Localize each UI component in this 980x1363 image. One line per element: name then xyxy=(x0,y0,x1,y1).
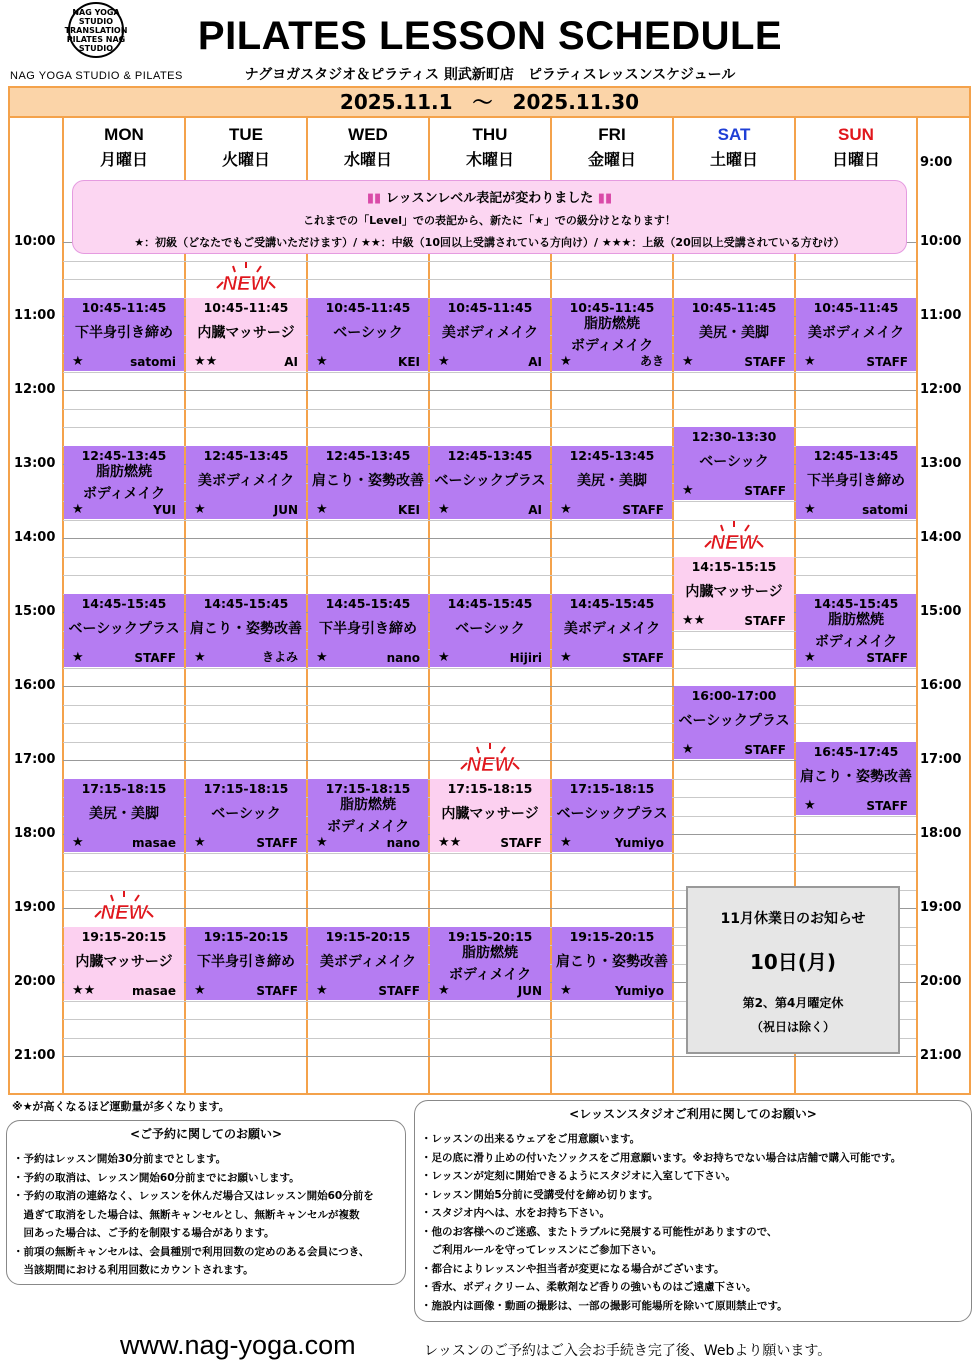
lesson-name: 内臓マッサージ xyxy=(75,954,173,970)
grid-row-line xyxy=(63,520,916,521)
reservation-item: 回あった場合は、ご予約を制限する場合があります。 xyxy=(13,1227,275,1239)
reservation-item: 当該期間における利用回数にカウントされます。 xyxy=(13,1264,254,1276)
grid-row-line xyxy=(63,871,916,872)
lesson-name: 美ボディメイク xyxy=(319,954,417,970)
lesson-level: ★ xyxy=(194,650,206,665)
lesson-instructor: satomi xyxy=(130,355,176,369)
lesson-time: 10:45-11:45 xyxy=(81,300,167,315)
lesson-name: ベーシック xyxy=(455,621,525,637)
lesson-block[interactable] xyxy=(308,927,428,1001)
notice-heading: レッスンレベル表記が変わりました xyxy=(385,191,594,206)
lesson-block[interactable] xyxy=(796,594,916,668)
lesson-name: 美ボディメイク xyxy=(197,473,295,489)
lesson-name: 肩こり・姿勢改善 xyxy=(190,621,302,637)
grid-row-line xyxy=(63,279,916,280)
logo-line: NAG YOGA STUDIO xyxy=(72,7,120,26)
lesson-time: 17:15-18:15 xyxy=(325,781,411,796)
lesson-instructor: AI xyxy=(528,355,542,369)
lesson-level: ★ xyxy=(804,502,816,517)
lesson-level: ★ xyxy=(316,354,328,369)
reservation-list xyxy=(7,1150,405,1280)
lesson-instructor: STAFF xyxy=(866,651,908,665)
lesson-instructor: AI xyxy=(284,355,298,369)
lesson-block[interactable] xyxy=(64,779,184,853)
lesson-level: ★ xyxy=(560,354,572,369)
lesson-block[interactable] xyxy=(674,427,794,501)
studio-item: ・他のお客様へのご迷惑、またトラブルに発展する可能性がありますので、 xyxy=(421,1225,778,1238)
lesson-block[interactable] xyxy=(186,594,306,668)
time-label-right: 20:00 xyxy=(920,974,962,989)
lesson-instructor: STAFF xyxy=(744,355,786,369)
lesson-instructor: YUI xyxy=(153,503,176,517)
lesson-time: 14:45-15:45 xyxy=(325,596,411,611)
lesson-instructor: Yumiyo xyxy=(614,984,664,998)
lesson-time: 10:45-11:45 xyxy=(813,300,899,315)
day-header-fri xyxy=(552,122,672,172)
lesson-level: ★ xyxy=(682,354,694,369)
lesson-block[interactable] xyxy=(674,557,794,631)
lesson-instructor: あき xyxy=(639,354,664,368)
notice-levels: ★：初級（どなたでもご受講いただけます）/ ★★：中級（10回以上受講されている方向け）/ ★★★：上級（20回以上受講されている方むけ） xyxy=(134,236,845,249)
date-range: 2025.11.1 ～ 2025.11.30 xyxy=(8,86,971,118)
day-name-jp: 火曜日 xyxy=(221,150,270,169)
lesson-time: 14:15-15:15 xyxy=(691,559,777,574)
day-name-en: WED xyxy=(348,125,388,144)
lesson-instructor: KEI xyxy=(398,355,420,369)
lesson-time: 19:15-20:15 xyxy=(569,929,655,944)
time-label-left: 21:00 xyxy=(14,1048,56,1063)
lesson-name: 美ボディメイク xyxy=(441,325,539,341)
time-label-right: 21:00 xyxy=(920,1048,962,1063)
studio-panel xyxy=(414,1100,972,1322)
time-label-left: 10:00 xyxy=(14,234,56,249)
lesson-name: 下半身引き締め xyxy=(197,954,295,970)
website-note: レッスンのご予約はご入会お手続き完了後、Webより願います。 xyxy=(424,1343,832,1359)
lesson-instructor: STAFF xyxy=(744,743,786,757)
lesson-time: 16:00-17:00 xyxy=(691,688,777,703)
lesson-instructor: Hijiri xyxy=(509,651,542,665)
time-label-right: 15:00 xyxy=(920,604,962,619)
new-badge-icon xyxy=(211,260,281,294)
day-name-jp: 金曜日 xyxy=(587,150,636,169)
lesson-instructor: JUN xyxy=(517,984,542,998)
lesson-time: 12:45-13:45 xyxy=(203,448,289,463)
lesson-level: ★ xyxy=(804,650,816,665)
lesson-level: ★ xyxy=(72,650,84,665)
notice-text: これまでの「Level」での表記から、新たに「★」での級分けとなります！ xyxy=(303,214,676,227)
lesson-block[interactable] xyxy=(674,298,794,372)
lesson-name: 脂肪燃焼 ボディメイク xyxy=(448,945,532,983)
time-label-left: 14:00 xyxy=(14,530,56,545)
lesson-instructor: nano xyxy=(386,651,420,665)
lesson-block[interactable] xyxy=(64,594,184,668)
time-label-right: 19:00 xyxy=(920,900,962,915)
lesson-instructor: STAFF xyxy=(500,836,542,850)
holiday-date: 10日(月) xyxy=(749,950,837,974)
lesson-level: ★ xyxy=(72,835,84,850)
lesson-name: 下半身引き締め xyxy=(807,473,905,489)
lesson-level: ★ xyxy=(804,354,816,369)
lesson-block[interactable] xyxy=(552,779,672,853)
lesson-block[interactable] xyxy=(430,779,550,853)
lesson-block[interactable] xyxy=(430,594,550,668)
time-label-left: 16:00 xyxy=(14,678,56,693)
lesson-block[interactable] xyxy=(308,779,428,853)
lesson-time: 10:45-11:45 xyxy=(447,300,533,315)
lesson-level: ★ xyxy=(560,835,572,850)
time-label-right: 13:00 xyxy=(920,456,962,471)
lesson-name: 美ボディメイク xyxy=(563,621,661,637)
lesson-instructor: masae xyxy=(132,984,176,998)
time-label-right: 14:00 xyxy=(920,530,962,545)
lesson-instructor: JUN xyxy=(273,503,298,517)
reservation-item: ・予約の取消は、レッスン開始60分前までにお願いします。 xyxy=(13,1171,300,1184)
dumbbell-icon: ▮▮ xyxy=(366,191,382,206)
time-label-right: 11:00 xyxy=(920,308,962,323)
lesson-block[interactable] xyxy=(186,298,306,372)
day-header-tue xyxy=(186,122,306,172)
lesson-instructor: STAFF xyxy=(866,355,908,369)
lesson-block[interactable] xyxy=(796,446,916,520)
lesson-block[interactable] xyxy=(64,927,184,1001)
lesson-instructor: きよみ xyxy=(261,650,298,664)
studio-item: ご利用ルールを守ってレッスンにご参加下さい。 xyxy=(421,1244,663,1256)
lesson-name: 美ボディメイク xyxy=(807,325,905,341)
lesson-block[interactable] xyxy=(552,927,672,1001)
reservation-panel xyxy=(6,1120,406,1285)
lesson-name: 脂肪燃焼 ボディメイク xyxy=(326,797,410,835)
lesson-time: 17:15-18:15 xyxy=(81,781,167,796)
lesson-name: 肩こり・姿勢改善 xyxy=(800,769,912,785)
lesson-block[interactable] xyxy=(430,446,550,520)
svg-text:NEW: NEW xyxy=(466,754,514,775)
lesson-time: 16:45-17:45 xyxy=(813,744,899,759)
lesson-level: ★ xyxy=(438,983,450,998)
day-header-sat xyxy=(674,122,794,172)
lesson-level: ★ xyxy=(438,354,450,369)
lesson-time: 12:45-13:45 xyxy=(569,448,655,463)
website-url[interactable]: www.nag-yoga.com xyxy=(120,1330,356,1360)
page-title: PILATES LESSON SCHEDULE xyxy=(197,14,783,58)
lesson-level: ★ xyxy=(194,835,206,850)
lesson-time: 19:15-20:15 xyxy=(203,929,289,944)
lesson-name: ベーシック xyxy=(333,325,403,341)
studio-logo xyxy=(64,2,128,58)
logo-line: PILATES NAG STUDIO xyxy=(66,34,126,53)
lesson-block[interactable] xyxy=(308,298,428,372)
day-name-en: SAT xyxy=(717,125,751,144)
svg-text:NEW: NEW xyxy=(100,902,148,923)
studio-item: ・都合によりレッスンや担当者が変更になる場合がございます。 xyxy=(421,1262,725,1275)
day-header-wed xyxy=(308,122,428,172)
reservation-item: ・予約はレッスン開始30分前までとします。 xyxy=(13,1153,227,1165)
lesson-block[interactable] xyxy=(796,742,916,816)
lesson-name: ベーシックプラス xyxy=(556,806,668,822)
day-name-en: SUN xyxy=(838,125,874,144)
lesson-block[interactable] xyxy=(186,779,306,853)
time-label-right: 9:00 xyxy=(920,155,953,170)
lesson-name: 肩こり・姿勢改善 xyxy=(312,473,424,489)
lesson-instructor: masae xyxy=(132,836,176,850)
studio-item: ・スタジオ内へは、水をお持ち下さい。 xyxy=(421,1207,610,1219)
lesson-instructor: STAFF xyxy=(744,614,786,628)
time-label-right: 16:00 xyxy=(920,678,962,693)
lesson-level: ★★ xyxy=(682,613,706,628)
studio-item: ・施設内は画像・動画の撮影は、一部の撮影可能場所を除いて原則禁止です。 xyxy=(421,1299,788,1312)
lesson-instructor: STAFF xyxy=(622,651,664,665)
lesson-name: ベーシックプラス xyxy=(434,473,546,489)
lesson-level: ★★ xyxy=(194,354,218,369)
lesson-name: 肩こり・姿勢改善 xyxy=(556,954,668,970)
time-label-left: 13:00 xyxy=(14,456,56,471)
lesson-level: ★ xyxy=(316,835,328,850)
reservation-item: ・予約の取消の連絡なく、レッスンを休んだ場合又はレッスン開始60分前を xyxy=(13,1190,374,1202)
level-notice xyxy=(72,180,907,254)
studio-item: ・レッスン開始5分前に受講受付を締め切ります。 xyxy=(421,1188,659,1201)
studio-item: ・レッスンの出来るウェアをご用意願います。 xyxy=(421,1133,641,1145)
lesson-block[interactable] xyxy=(186,446,306,520)
studio-item: ・足の底に滑り止めの付いたソックスをご用意願います。※お持ちでない場合は店舗で購入可能です。 xyxy=(421,1151,902,1164)
lesson-time: 17:15-18:15 xyxy=(569,781,655,796)
day-name-jp: 土曜日 xyxy=(709,150,758,169)
lesson-level: ★ xyxy=(316,502,328,517)
lesson-block[interactable] xyxy=(430,298,550,372)
lesson-instructor: STAFF xyxy=(256,836,298,850)
grid-row-line xyxy=(63,372,916,373)
lesson-instructor: nano xyxy=(386,836,420,850)
lesson-instructor: Yumiyo xyxy=(614,836,664,850)
lesson-name: 下半身引き締め xyxy=(319,621,417,637)
lesson-level: ★ xyxy=(804,798,816,813)
lesson-level: ★ xyxy=(316,983,328,998)
time-label-left: 15:00 xyxy=(14,604,56,619)
lesson-level: ★ xyxy=(194,983,206,998)
studio-list xyxy=(415,1130,971,1315)
lesson-block[interactable] xyxy=(308,446,428,520)
lesson-time: 17:15-18:15 xyxy=(203,781,289,796)
lesson-block[interactable] xyxy=(308,594,428,668)
lesson-block[interactable] xyxy=(186,927,306,1001)
time-label-right: 10:00 xyxy=(920,234,962,249)
lesson-level: ★ xyxy=(560,650,572,665)
lesson-name: 美尻・美脚 xyxy=(89,806,159,822)
lesson-block[interactable] xyxy=(552,298,672,372)
lesson-time: 14:45-15:45 xyxy=(203,596,289,611)
lesson-time: 12:45-13:45 xyxy=(81,448,167,463)
lesson-instructor: STAFF xyxy=(256,984,298,998)
day-name-jp: 月曜日 xyxy=(99,150,148,169)
reservation-heading: <ご予約に関してのお願い> xyxy=(129,1127,283,1141)
svg-text:NEW: NEW xyxy=(222,273,270,294)
day-name-en: MON xyxy=(104,125,144,144)
lesson-level: ★★ xyxy=(72,983,96,998)
lesson-instructor: STAFF xyxy=(378,984,420,998)
lesson-instructor: satomi xyxy=(862,503,908,517)
lesson-block[interactable] xyxy=(430,927,550,1001)
lesson-time: 10:45-11:45 xyxy=(325,300,411,315)
dumbbell-icon: ▮▮ xyxy=(597,191,613,206)
lesson-instructor: KEI xyxy=(398,503,420,517)
lesson-block[interactable] xyxy=(796,298,916,372)
lesson-time: 14:45-15:45 xyxy=(447,596,533,611)
lesson-level: ★★ xyxy=(438,835,462,850)
lesson-time: 14:45-15:45 xyxy=(813,596,899,611)
lesson-time: 12:45-13:45 xyxy=(447,448,533,463)
new-badge-icon xyxy=(89,889,159,923)
time-label-left: 20:00 xyxy=(14,974,56,989)
lesson-block[interactable] xyxy=(64,298,184,372)
lesson-level: ★ xyxy=(438,502,450,517)
lesson-time: 12:45-13:45 xyxy=(325,448,411,463)
time-label-left: 18:00 xyxy=(14,826,56,841)
grid-row-line xyxy=(63,390,916,391)
lesson-time: 10:45-11:45 xyxy=(569,300,655,315)
time-label-right: 17:00 xyxy=(920,752,962,767)
lesson-time: 12:30-13:30 xyxy=(691,429,777,444)
holiday-title: 11月休業日のお知らせ xyxy=(720,911,866,927)
new-badge-icon xyxy=(455,741,525,775)
lesson-level: ★ xyxy=(316,650,328,665)
day-name-en: TUE xyxy=(229,125,263,144)
lesson-name: ベーシック xyxy=(699,454,769,470)
lesson-name: 脂肪燃焼 ボディメイク xyxy=(814,612,898,650)
lesson-level: ★ xyxy=(194,502,206,517)
lesson-block[interactable] xyxy=(64,446,184,520)
grid-row-line xyxy=(63,538,916,539)
time-label-right: 18:00 xyxy=(920,826,962,841)
lesson-time: 12:45-13:45 xyxy=(813,448,899,463)
lesson-instructor: STAFF xyxy=(866,799,908,813)
lesson-time: 19:15-20:15 xyxy=(325,929,411,944)
time-label-left: 17:00 xyxy=(14,752,56,767)
lesson-time: 10:45-11:45 xyxy=(691,300,777,315)
grid-row-line xyxy=(63,261,916,262)
lesson-block[interactable] xyxy=(674,686,794,760)
lesson-instructor: STAFF xyxy=(134,651,176,665)
lesson-name: 美尻・美脚 xyxy=(577,473,647,489)
day-name-jp: 日曜日 xyxy=(831,150,880,169)
lesson-time: 14:45-15:45 xyxy=(569,596,655,611)
reservation-item: ・前項の無断キャンセルは、会員種別で利用回数の定めのある会員につき、 xyxy=(13,1245,370,1258)
day-name-jp: 水曜日 xyxy=(343,150,392,169)
lesson-name: 内臓マッサージ xyxy=(685,584,783,600)
day-header-thu xyxy=(430,122,550,172)
svg-text:NEW: NEW xyxy=(710,532,758,553)
day-header-sun xyxy=(796,122,916,172)
lesson-time: 10:45-11:45 xyxy=(203,300,289,315)
studio-item: ・レッスンが定刻に開始できるようにスタジオに入室して下さい。 xyxy=(421,1170,736,1182)
new-badge-icon xyxy=(699,519,769,553)
lesson-time: 14:45-15:45 xyxy=(81,596,167,611)
lesson-name: 内臓マッサージ xyxy=(197,325,295,341)
lesson-name: ベーシックプラス xyxy=(678,713,790,729)
lesson-block[interactable] xyxy=(552,446,672,520)
lesson-block[interactable] xyxy=(552,594,672,668)
logo-line: TRANSLATION xyxy=(64,25,128,35)
holiday-note: （祝日は除く） xyxy=(750,1020,835,1034)
holiday-notice xyxy=(686,886,900,1054)
reservation-item: 過ぎて取消をした場合は、無断キャンセルとし、無断キャンセルが複数 xyxy=(13,1208,360,1221)
time-label-left: 12:00 xyxy=(14,382,56,397)
grid-column-line xyxy=(916,118,918,1095)
lesson-name: 内臓マッサージ xyxy=(441,806,539,822)
day-name-en: THU xyxy=(472,125,508,144)
grid-row-line xyxy=(63,668,916,669)
lesson-time: 19:15-20:15 xyxy=(81,929,167,944)
lesson-level: ★ xyxy=(682,483,694,498)
time-label-right: 12:00 xyxy=(920,382,962,397)
lesson-instructor: STAFF xyxy=(744,484,786,498)
lesson-level: ★ xyxy=(72,502,84,517)
studio-heading: <レッスンスタジオご利用に関してのお願い> xyxy=(569,1107,817,1121)
lesson-instructor: AI xyxy=(528,503,542,517)
lesson-level: ★ xyxy=(72,354,84,369)
grid-row-line xyxy=(63,1056,916,1057)
lesson-level: ★ xyxy=(560,502,572,517)
grid-row-line xyxy=(63,853,916,854)
time-label-left: 11:00 xyxy=(14,308,56,323)
day-name-jp: 木曜日 xyxy=(465,150,514,169)
lesson-instructor: STAFF xyxy=(622,503,664,517)
lesson-name: ベーシック xyxy=(211,806,281,822)
lesson-level: ★ xyxy=(682,742,694,757)
day-name-en: FRI xyxy=(598,125,626,144)
holiday-note: 第2、第4月曜定休 xyxy=(742,996,844,1010)
lesson-name: 脂肪燃焼 ボディメイク xyxy=(82,464,166,502)
studio-item: ・香水、ボディクリーム、柔軟剤など香りの強いものはご遠慮下さい。 xyxy=(421,1281,757,1293)
lesson-time: 19:15-20:15 xyxy=(447,929,533,944)
lesson-name: 脂肪燃焼 ボディメイク xyxy=(570,316,654,354)
day-header-mon xyxy=(64,122,184,172)
lesson-name: 美尻・美脚 xyxy=(699,325,769,341)
page-subtitle: ナグヨガスタジオ＆ピラティス 則武新町店 ピラティスレッスンスケジュール xyxy=(244,67,736,83)
time-label-left: 19:00 xyxy=(14,900,56,915)
lesson-time: 17:15-18:15 xyxy=(447,781,533,796)
lesson-name: 下半身引き締め xyxy=(75,325,173,341)
logo-caption: NAG YOGA STUDIO & PILATES xyxy=(10,70,183,82)
lesson-level: ★ xyxy=(438,650,450,665)
grid-row-line xyxy=(63,409,916,410)
lesson-name: ベーシックプラス xyxy=(68,621,180,637)
level-footnote: ※★が高くなるほど運動量が多くなります。 xyxy=(12,1100,230,1113)
lesson-level: ★ xyxy=(560,983,572,998)
